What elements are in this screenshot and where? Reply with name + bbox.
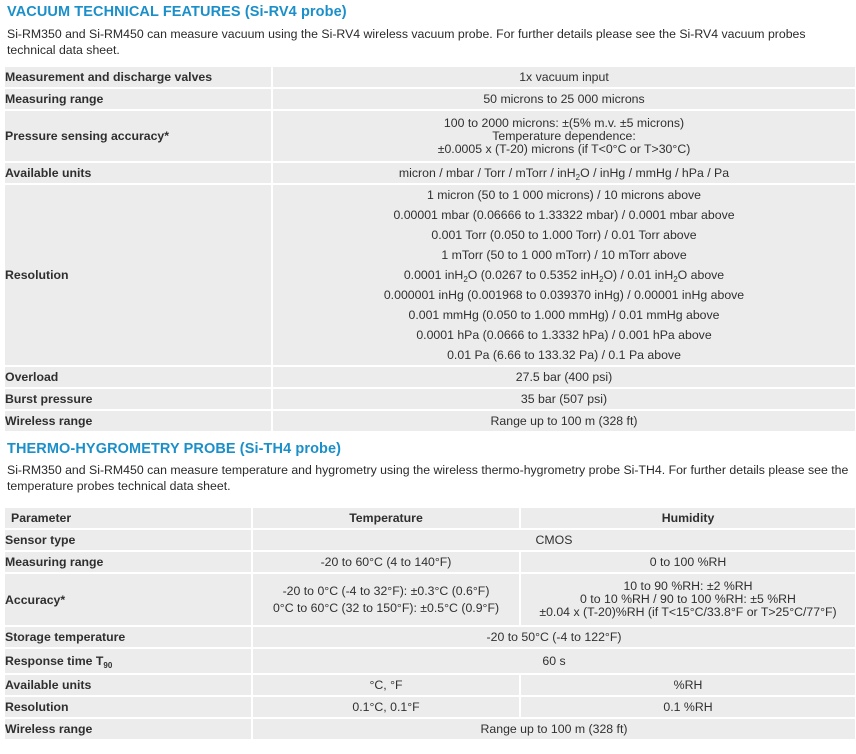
accuracy-line: ±0.0005 x (T-20) microns (if T<0°C or T>30°C) [437, 141, 691, 156]
table-row [5, 411, 855, 431]
accuracy-line: Temperature dependence: [492, 128, 636, 143]
resolution-line: 0.0001 hPa (0.0666 to 1.3332 hPa) / 0.001 hPa above [416, 328, 712, 342]
table-row [5, 163, 855, 183]
table-row [5, 389, 855, 409]
subscript: 2 [463, 275, 468, 284]
table-row [5, 697, 855, 717]
subscript: 90 [103, 661, 113, 670]
resolution-line: 1 mTorr (50 to 1 000 mTorr) / 10 mTorr above [441, 248, 687, 262]
row-label: Measurement and discharge valves [5, 67, 273, 87]
row-label: Accuracy* [5, 574, 253, 625]
column-header-humidity: Humidity [521, 508, 855, 528]
subscript: 2 [673, 275, 678, 284]
vacuum-intro-text: Si-RM350 and Si-RM450 can measure vacuum using the Si-RV4 wireless vacuum probe. For further details please see the Si-RV4 vacuum probes technical data sheet. [7, 27, 806, 57]
subscript: 2 [599, 275, 604, 284]
table-row [5, 67, 855, 87]
resolution-line: 0.00001 mbar (0.06666 to 1.33322 mbar) / 0.0001 mbar above [393, 208, 735, 222]
accuracy-line: 100 to 2000 microns: ±(5% m.v. ±5 microns) [443, 115, 685, 130]
table-row [5, 627, 855, 647]
temperature-value [253, 574, 521, 625]
row-value: 60 s [253, 649, 855, 673]
column-header-temperature: Temperature [253, 508, 521, 528]
row-value: 50 microns to 25 000 microns [273, 89, 855, 109]
vacuum-spec-table [5, 65, 855, 433]
row-label: Available units [5, 163, 273, 183]
row-label: Resolution [5, 185, 273, 365]
units-text: O / inHg / mmHg / hPa / Pa [580, 166, 730, 180]
row-value: 27.5 bar (400 psi) [273, 367, 855, 387]
thermo-section-title: THERMO-HYGROMETRY PROBE (Si-TH4 probe) [7, 441, 342, 457]
res-text: O (0.0267 to 0.5352 inH [467, 268, 600, 282]
row-value [273, 185, 855, 365]
accuracy-line: ±0.04 x (T-20)%RH (if T<15°C/33.8°F or T>25°C/77°F) [539, 605, 837, 619]
humidity-value: %RH [521, 675, 855, 695]
table-row [5, 367, 855, 387]
temperature-value: -20 to 60°C (4 to 140°F) [253, 552, 521, 572]
table-row [5, 719, 855, 739]
row-value: Range up to 100 m (328 ft) [273, 411, 855, 431]
accuracy-line: 0 to 10 %RH / 90 to 100 %RH: ±5 %RH [580, 592, 796, 606]
humidity-value [521, 574, 855, 625]
temperature-value: 0.1°C, 0.1°F [253, 697, 521, 717]
resolution-line [273, 265, 855, 285]
row-label: Resolution [5, 697, 253, 717]
row-label: Sensor type [5, 530, 253, 550]
resolution-line: 0.01 Pa (6.66 to 133.32 Pa) / 0.1 Pa above [447, 348, 681, 362]
table-row [5, 530, 855, 550]
resolution-line: 0.001 mmHg (0.050 to 1.000 mmHg) / 0.01 mmHg above [408, 308, 720, 322]
humidity-value: 0.1 %RH [521, 697, 855, 717]
table-row [5, 552, 855, 572]
res-text: 0.0001 inH [403, 268, 464, 282]
table-row [5, 675, 855, 695]
row-label: Available units [5, 675, 253, 695]
accuracy-line: 10 to 90 %RH: ±2 %RH [623, 579, 753, 593]
thermo-spec-table [5, 506, 855, 741]
accuracy-line: -20 to 0°C (-4 to 32°F): ±0.3°C (0.6°F) [282, 583, 490, 598]
table-header-row [5, 508, 855, 528]
column-header-parameter: Parameter [5, 508, 253, 528]
row-value: CMOS [253, 530, 855, 550]
row-value: 35 bar (507 psi) [273, 389, 855, 409]
table-row [5, 89, 855, 109]
table-row [5, 574, 855, 625]
units-text: micron / mbar / Torr / mTorr / inH [398, 166, 576, 180]
resolution-line: 0.001 Torr (0.050 to 1.000 Torr) / 0.01 Torr above [431, 228, 697, 242]
subscript: 2 [575, 173, 581, 182]
thermo-intro-text: Si-RM350 and Si-RM450 can measure temperature and hygrometry using the wireless thermo-hygrometry probe Si-TH4. For further details please see the temperature probes technical data sheet. [7, 463, 849, 493]
row-label: Storage temperature [5, 627, 253, 647]
row-value [273, 163, 855, 183]
row-label: Measuring range [5, 89, 273, 109]
accuracy-line: 0°C to 60°C (32 to 150°F): ±0.5°C (0.9°F) [272, 600, 500, 615]
table-row [5, 185, 855, 365]
label-text: Response time T [5, 654, 104, 668]
row-label: Overload [5, 367, 273, 387]
row-label: Measuring range [5, 552, 253, 572]
vacuum-section-title: VACUUM TECHNICAL FEATURES (Si-RV4 probe) [7, 4, 347, 20]
row-value: Range up to 100 m (328 ft) [253, 719, 855, 739]
row-label: Wireless range [5, 719, 253, 739]
table-row [5, 649, 855, 673]
res-text: O) / 0.01 inH [603, 268, 674, 282]
row-label [5, 649, 253, 673]
humidity-value: 0 to 100 %RH [521, 552, 855, 572]
row-value: 1x vacuum input [273, 67, 855, 87]
row-label: Burst pressure [5, 389, 273, 409]
resolution-line: 0.000001 inHg (0.001968 to 0.039370 inHg) / 0.00001 inHg above [383, 288, 745, 302]
temperature-value: °C, °F [253, 675, 521, 695]
row-value [273, 111, 855, 161]
row-label: Wireless range [5, 411, 273, 431]
resolution-line: 1 micron (50 to 1 000 microns) / 10 microns above [426, 188, 702, 202]
row-label: Pressure sensing accuracy* [5, 111, 273, 161]
res-text: O above [677, 268, 725, 282]
table-row [5, 111, 855, 161]
row-value: -20 to 50°C (-4 to 122°F) [253, 627, 855, 647]
